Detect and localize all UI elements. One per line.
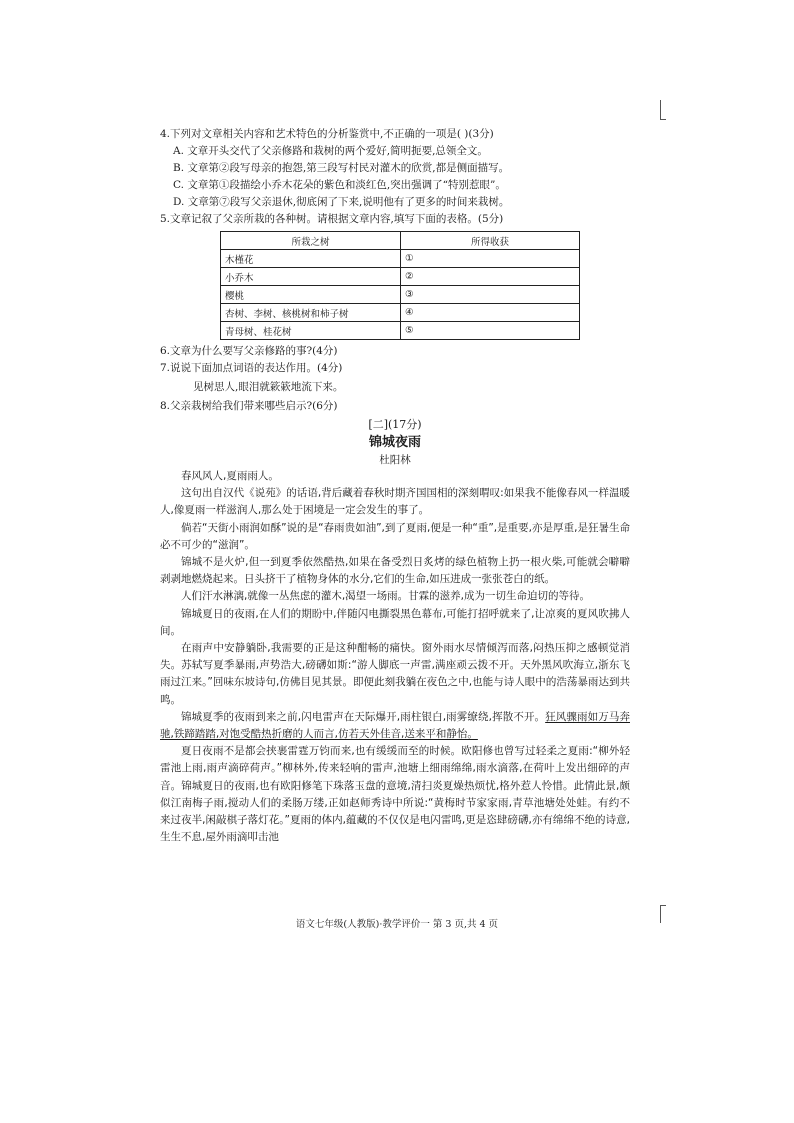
table-cell-tree: 木槿花 <box>221 250 401 268</box>
paragraph: 在雨声中安静躺卧,我需要的正是这种酣畅的痛快。窗外雨水尽情倾泻而落,闷热压抑之感顿觉消失。苏轼写夏季暴雨,声势浩大,磅礴如斯:“游人脚底一声雷,满座顽云拨不开。天外黑风吹海立,浙东飞雨过江来。”回味东坡诗句,仿佛目见其景。即便此刻我躺在夜色之中,也能与诗人眼中的浩荡暴雨达到共鸣。 <box>160 642 630 706</box>
crop-mark-top-right-foot <box>660 119 666 120</box>
table-row <box>221 304 580 322</box>
article-title: 锦城夜雨 <box>368 435 421 450</box>
page-footer: 语文七年级(人教版)·教学评价一 第 3 页,共 4 页 <box>295 919 499 930</box>
table-cell-tree: 小乔木 <box>221 268 401 286</box>
table-cell-gain: ① <box>401 250 580 268</box>
table-cell-gain: ④ <box>401 304 580 322</box>
table-header-row <box>221 232 580 250</box>
paragraph: 人们汗水淋漓,就像一丛焦虑的灌木,渴望一场雨。甘霖的滋养,成为一切生命迫切的等待。 <box>181 590 591 603</box>
crop-mark-top-right <box>660 100 661 120</box>
question-8: 8.父亲栽树给我们带来哪些启示?(6分) <box>160 400 338 412</box>
table-cell-tree: 樱桃 <box>221 286 401 304</box>
table-row <box>221 250 580 268</box>
paragraph: 锦城夏日的夜雨,在人们的期盼中,伴随闪电撕裂黑色幕布,可能打招呼就来了,让凉爽的夏风吹拂人间。 <box>160 607 630 637</box>
article-author: 杜阳林 <box>379 454 411 466</box>
table-row <box>221 322 580 340</box>
section-header: [二](17分) <box>368 418 422 431</box>
table-cell-tree: 青母树、桂花树 <box>221 322 401 340</box>
question-4-option-c: C. 文章第①段描绘小乔木花朵的紫色和淡红色,突出强调了“特别惹眼”。 <box>173 179 506 191</box>
table-cell-tree: 杏树、李树、核桃树和柿子树 <box>221 304 401 322</box>
question-6: 6.文章为什么要写父亲修路的事?(4分) <box>160 345 338 357</box>
table-row <box>221 286 580 304</box>
paragraph: 这句出自汉代《说苑》的话语,背后藏着春秋时期齐国国相的深刻喟叹:如果我不能像春风一样温暖人,像夏雨一样滋润人,那么处于困境是一定会发生的事了。 <box>160 487 630 517</box>
question-4-option-a: A. 文章开头交代了父亲修路和栽树的两个爱好,简明扼要,总领全文。 <box>173 145 488 157</box>
table-cell-gain: ⑤ <box>401 322 580 340</box>
table-cell-gain: ③ <box>401 286 580 304</box>
paragraph-lead: 锦城夏季的夜雨到来之前,闪电雷声在天际爆开,雨柱银白,雨雾缭绕,挥散不开。 <box>181 710 546 723</box>
table-header-tree: 所栽之树 <box>221 232 401 250</box>
table-row <box>221 268 580 286</box>
trees-table <box>220 231 580 340</box>
page-content <box>160 126 630 846</box>
crop-mark-bottom-right-foot <box>660 905 666 906</box>
question-7: 7.说说下面加点词语的表达作用。(4分) <box>160 362 343 374</box>
question-4-option-b: B. 文章第②段写母亲的抱怨,第三段写村民对灌木的欣赏,都是侧面描写。 <box>173 162 510 174</box>
question-4-stem: 4.下列对文章相关内容和艺术特色的分析鉴赏中,不正确的一项是( )(3分) <box>160 128 494 140</box>
question-4-option-d: D. 文章第⑦段写父亲退休,彻底闲了下来,说明他有了更多的时间来栽树。 <box>173 196 510 208</box>
table-cell-gain: ② <box>401 268 580 286</box>
question-7-example: 见树思人,眼泪就簌簌地流下来。 <box>193 381 344 393</box>
paragraph: 春风风人,夏雨雨人。 <box>181 470 279 482</box>
underlined-sentence: 狂风骤雨如万马奔驰,铁蹄踏踏,对饱受酷热折磨的人而言,仿若天外佳音,送来平和静怡。 <box>160 710 630 741</box>
paragraph: 夏日夜雨不是都会挟裹雷霆万钧而来,也有缓缓而至的时候。欧阳修也曾写过轻柔之夏雨:“柳外轻雷池上雨,雨声滴碎荷声。”柳林外,传来轻响的雷声,池塘上细雨绵绵,雨水滴落,在荷叶上发出细碎的声音。锦城夏日的夜雨,也有欧阳修笔下珠落玉盘的意境,清扫炎夏燥热烦忧,格外惹人怜惜。此情此景,颇似江南梅子雨,搅动人们的柔肠万缕,正如赵师秀诗中所说:“黄梅时节家家雨,青草池塘处处蛙。有约不来过夜半,闲敲棋子落灯花。”夏雨的体内,蕴藏的不仅仅是电闪雷鸣,更是恣肆磅礴,亦有绵绵不绝的诗意,生生不息,屋外雨滴叩击池 <box>160 745 630 844</box>
paragraph-with-underline <box>160 709 630 743</box>
question-5-stem: 5.文章记叙了父亲所栽的各种树。请根据文章内容,填写下面的表格。(5分) <box>160 213 504 225</box>
paragraph: 锦城不是火炉,但一到夏季依然酷热,如果在备受烈日炙烤的绿色植物上扔一根火柴,可能就会噼噼剥剥地燃烧起来。日头挤干了植物身体的水分,它们的生命,如压进成一张张苍白的纸。 <box>160 556 630 586</box>
table-header-gain: 所得收获 <box>401 232 580 250</box>
paragraph: 倘若“天街小雨润如酥”说的是“春雨贵如油”,到了夏雨,便是一种“重”,是重要,亦是厚重,是狂暑生命必不可少的“滋润”。 <box>160 521 630 551</box>
